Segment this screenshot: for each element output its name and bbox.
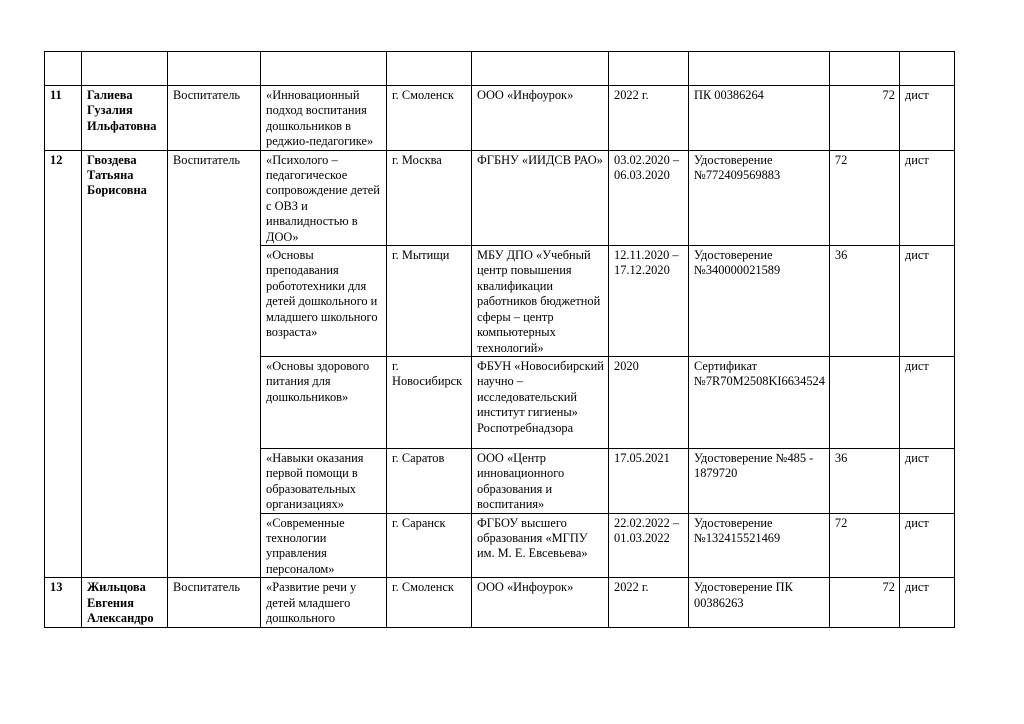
courses-table [44, 51, 955, 628]
course-title: «Развитие речи у детей младшего дошкольного [261, 578, 387, 628]
city: г. Саратов [387, 448, 472, 513]
cell [609, 52, 689, 86]
hours: 36 [829, 448, 899, 513]
table-row [45, 86, 955, 151]
document: Удостоверение №132415521469 [689, 513, 830, 578]
cell [387, 52, 472, 86]
row-number: 13 [45, 578, 82, 628]
empty-header-row [45, 52, 955, 86]
position: Воспитатель [168, 578, 261, 628]
hours: 36 [829, 246, 899, 357]
hours: 72 [829, 86, 899, 151]
city: г. Смоленск [387, 578, 472, 628]
cell [829, 52, 899, 86]
date: 17.05.2021 [609, 448, 689, 513]
course-title: «Психолого – педагогическое сопровождение детей с ОВЗ и инвалидностью в ДОО» [261, 150, 387, 245]
course-title: «Основы здорового питания для дошкольников» [261, 356, 387, 448]
study-form: дист [899, 246, 954, 357]
course-title: «Навыки оказания первой помощи в образовательных организациях» [261, 448, 387, 513]
organization: МБУ ДПО «Учебный центр повышения квалификации работников бюджетной сферы – центр компьютерных технологий» [472, 246, 609, 357]
employee-name: Жильцова Евгения Александро [82, 578, 168, 628]
employee-name: Гвоздева Татьяна Борисовна [82, 150, 168, 578]
hours: 72 [829, 513, 899, 578]
position: Воспитатель [168, 86, 261, 151]
employee-name: Галиева Гузалия Ильфатовна [82, 86, 168, 151]
date: 2020 [609, 356, 689, 448]
cell [689, 52, 830, 86]
hours: 72 [829, 150, 899, 245]
position: Воспитатель [168, 150, 261, 578]
table-row [45, 578, 955, 628]
date: 22.02.2022 – 01.03.2022 [609, 513, 689, 578]
study-form: дист [899, 356, 954, 448]
cell [261, 52, 387, 86]
organization: ООО «Инфоурок» [472, 86, 609, 151]
study-form: дист [899, 513, 954, 578]
date: 03.02.2020 – 06.03.2020 [609, 150, 689, 245]
document: Удостоверение №485 - 1879720 [689, 448, 830, 513]
city: г. Москва [387, 150, 472, 245]
study-form: дист [899, 448, 954, 513]
cell [82, 52, 168, 86]
course-title: «Современные технологии управления персоналом» [261, 513, 387, 578]
course-title: «Инновационный подход воспитания дошкольников в реджио-педагогике» [261, 86, 387, 151]
date: 2022 г. [609, 86, 689, 151]
study-form: дист [899, 150, 954, 245]
city: г. Саранск [387, 513, 472, 578]
organization: ФГБНУ «ИИДСВ РАО» [472, 150, 609, 245]
document: Удостоверение №772409569883 [689, 150, 830, 245]
hours [829, 356, 899, 448]
organization: ООО «Инфоурок» [472, 578, 609, 628]
date: 12.11.2020 – 17.12.2020 [609, 246, 689, 357]
table-row [45, 150, 955, 245]
course-title: «Основы преподавания робототехники для детей дошкольного и младшего школьного возраста» [261, 246, 387, 357]
document: Сертификат №7R70M2508KI6634524 [689, 356, 830, 448]
date: 2022 г. [609, 578, 689, 628]
city: г. Смоленск [387, 86, 472, 151]
cell [45, 52, 82, 86]
document: Удостоверение ПК 00386263 [689, 578, 830, 628]
cell [472, 52, 609, 86]
cell [899, 52, 954, 86]
document: Удостоверение №340000021589 [689, 246, 830, 357]
city: г. Мытищи [387, 246, 472, 357]
organization: ФГБОУ высшего образования «МГПУ им. М. Е. Евсевьева» [472, 513, 609, 578]
row-number: 11 [45, 86, 82, 151]
organization: ООО «Центр инновационного образования и воспитания» [472, 448, 609, 513]
study-form: дист [899, 86, 954, 151]
hours: 72 [829, 578, 899, 628]
study-form: дист [899, 578, 954, 628]
cell [168, 52, 261, 86]
organization: ФБУН «Новосибирский научно – исследовательский институт гигиены» Роспотребнадзора [472, 356, 609, 448]
row-number: 12 [45, 150, 82, 578]
document: ПК 00386264 [689, 86, 830, 151]
city: г. Новосибирск [387, 356, 472, 448]
